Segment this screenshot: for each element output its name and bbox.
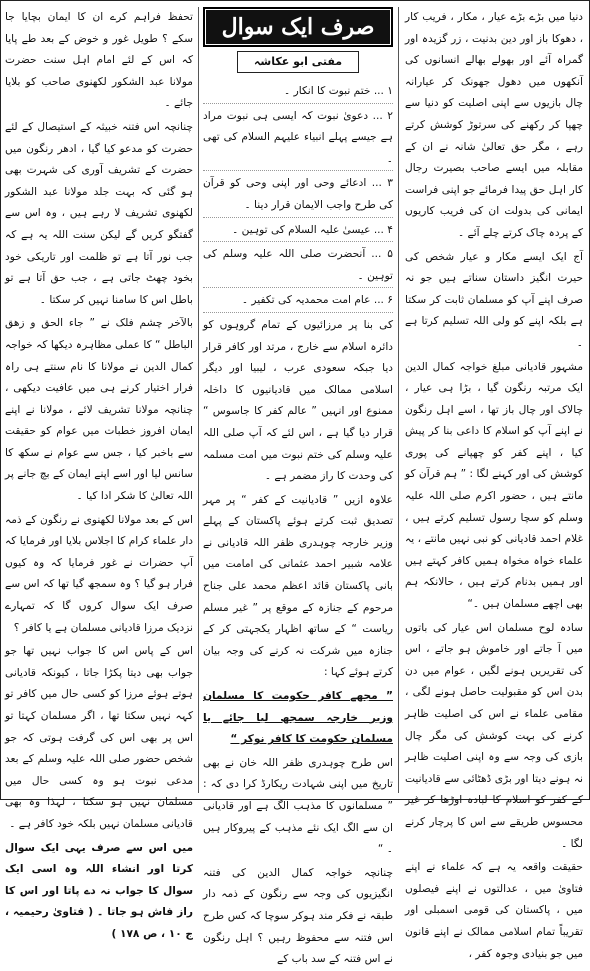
- paragraph: سادہ لوح مسلمان اس عیار کی باتوں میں آ جاتے اور خاموش ہو جاتے ، اس کی تقریریں ہونے لگیں ، عوام میں دن بدن اس کو مقبولیت حاصل ہونے لگی ، مقامی علماء نے اس کی اصلیت ظاہر کرنے کی بہت کوشش کی مگر چال بازی کی وجہ سے وہ اپنی اصلیت ظاہر نہ ہونے دیتا اور بڑی ڈھٹائی سے قادیانیت کے کفر کو اسلام کا لبادہ اوڑھا کر غیر محسوس طریقے سے اس کا پرچار کرنے لگا ۔: [405, 621, 583, 850]
- paragraph: اس طرح چوہدری ظفر اللہ خان نے بھی تاریخ میں اپنی شہادت ریکارڈ کرا دی کہ : ” مسلمانوں کا مذہب الگ ہے اور قادیانی ان سے الگ ایک نئے مذہب کے پیروکار ہیں ۔ “: [203, 756, 393, 856]
- column-middle: [203, 7, 393, 966]
- paragraph: چنانچہ خواجہ کمال الدین کی فتنہ انگیزیوں کی وجہ سے رنگون کے ذمہ دار طبقہ نے فکر مند ہوکر سوچا کہ کس طرح اس فتنہ سے محفوظ رہیں ؟ اہل رنگون نے اس فتنہ کے سد باب کے: [203, 866, 393, 966]
- list-item: ۴ ... عیسیٰ علیہ السلام کی توہین ۔: [203, 220, 393, 243]
- paragraph: حقیقت واقعہ یہ ہے کہ علماء نے اپنے فتاویٰ میں ، عدالتوں نے اپنے فیصلوں میں ، پاکستان کی قومی اسمبلی اور تقریباً تمام اسلامی ممالک نے اپنے قانون میں جو بنیادی وجوہ کفر ،: [405, 861, 583, 960]
- paragraph-reference: میں اس سے صرف یہی ایک سوال کرتا اور انشاء اللہ وہ اسی ایک سوال کا جواب نہ دے پاتا اور اس کا راز فاش ہو جاتا ۔ ( فتاویٰ رحیمیہ ، ج ۱۰ ، ص ۱۷۸ ): [5, 841, 193, 940]
- author-byline: مفتی ابو عکاشہ: [237, 51, 359, 73]
- list-item: ۶ ... عام امت محمدیہ کی تکفیر ۔: [203, 290, 393, 313]
- paragraph: اس کے بعد مولانا لکھنوی نے رنگون کے ذمہ دار علماء کرام کا اجلاس بلایا اور فرمایا کہ آپ حضرات نے غور فرمایا کہ وہ کیوں فرار ہو گیا ؟ وہ سمجھ گیا تھا کہ اس سے صرف ایک سوال کروں گا کہ تمہارے نزدیک مرزا قادیانی مسلمان ہے یا کافر ؟: [5, 513, 193, 634]
- column-divider: [198, 7, 199, 793]
- list-item: ۵ ... آنحضرت صلی اللہ علیہ وسلم کی توہین ۔: [203, 244, 393, 288]
- paragraph: علاوہ ازیں ” قادیانیت کے کفر “ پر مہر تصدیق ثبت کرتے ہوئے پاکستان کے پہلے وزیر خارجہ چوہدری ظفر اللہ قادیانی نے علامہ شبیر احمد عثمانی کی امامت میں بانی پاکستان قائد اعظم محمد علی جناح مرحوم کے جنازہ کے موقع پر ” غیر مسلم ریاست “ کے ساتھ اظہار یکجہتی کر کے جنازہ میں شرکت نہ کرنے کی وجہ بیان کرتے ہوئے کہا :: [203, 493, 393, 679]
- list-item: ۲ ... دعویٰ نبوت کہ ایسی ہی نبوت مراد ہے جیسے پہلے انبیاء علیہم السلام کی تھی ۔: [203, 106, 393, 172]
- paragraph: آج ایک ایسے مکار و عیار شخص کی حیرت انگیز داستان سناتے ہیں جو نہ صرف اپنے آپ کو مسلمان ثابت کر سکتا ہے بلکہ اپنے کو ولی اللہ تسلیم کرتا ہے ۔: [405, 250, 583, 349]
- paragraph: مشہور قادیانی مبلغ خواجہ کمال الدین ایک مرتبہ رنگون گیا ، بڑا ہی عیار ، چالاک اور چال باز تھا ، اسے اہل رنگون نے اپنے آپ کو اسلام کا داعی بنا کر پیش کیا ، اپنے کفر کو چھپانے کی پوری کوشش کی اور کہنے لگا : ” ہم قرآن کو مانتے ہیں ، حضور اکرم صلی اللہ علیہ وسلم کو سچا رسول تسلیم کرتے ہیں ، غلام احمد قادیانی کو نبی نہیں مانتے ، یہ علماء خواہ مخواہ ہمیں کافر کہتے ہیں اور ہمیں بدنام کرتے ہیں ، حالانکہ ہم بھی اچھے مسلمان ہیں ۔“: [405, 360, 583, 611]
- column-right: [405, 7, 583, 960]
- paragraph: اس کے پاس اس کا جواب نہیں تھا جو جواب بھی دیتا پکڑا جاتا ، کیونکہ قادیانی ہوتے ہوئے مرزا کو کسی حال میں کافر تو کہہ نہیں سکتا تھا ، اگر مسلمان کہتا تو اس پر بھی اس کی گرفت ہوتی کہ جو شخص حضور صلی اللہ علیہ وسلم کے بعد مدعی نبوت ہو وہ کسی حال میں مسلمان نہیں ہو سکتا ، لہذا وہ بھی قادیانی مسلمان نہیں بلکہ خود کافر ہے ۔: [5, 645, 193, 830]
- paragraph: بالآخر چشم فلک نے ” جاء الحق و زھق الباطل “ کا عملی مظاہرہ دیکھا کہ خواجہ کمال الدین نے مولانا کا نام سنتے ہی راہ فرار اختیار کرنے ہی میں عافیت دیکھی ، چنانچہ مولانا تشریف لائے ، مولانا نے اپنے ایمان افروز خطبات میں عوام کو حقیقت سے باخبر کیا ، جس سے عوام نے سکھ کا سانس لیا اور اسے اپنے ایمان کے بچ جانے پر اللہ تعالیٰ کا شکر ادا کیا ۔: [5, 317, 193, 503]
- article-title: صرف ایک سوال: [203, 7, 393, 47]
- paragraph: تحفظ فراہم کرے ان کا ایمان بچایا جا سکے ؟ طویل غور و خوض کے بعد طے پایا کہ اس کے لئے امام اہل سنت حضرت مولانا عبد الشکور لکھنوی صاحب کو بلایا جائے ۔: [5, 11, 193, 110]
- column-left: [5, 7, 193, 940]
- paragraph: کی بنا پر مرزائیوں کے تمام گروہوں کو دائرہ اسلام سے خارج ، مرتد اور کافر قرار دیا جبکہ سعودی عرب ، لیبیا اور دیگر اسلامی ممالک میں قادیانیوں کا داخلہ ممنوع اور انہیں ” عالم کفر کا جاسوس “ قرار دیا گیا ہے ، اس لئے کہ آپ صلی اللہ علیہ وسلم کی ختم نبوت میں امت مسلمہ کی وحدت کا راز مضمر ہے ۔: [203, 318, 393, 483]
- list-item: ۳ ... ادعائے وحی اور اپنی وحی کو قرآن کی طرح واجب الایمان قرار دینا ۔: [203, 173, 393, 217]
- paragraph: چنانچہ اس فتنہ خبیثہ کے استیصال کے لئے حضرت کو مدعو کیا گیا ، ادھر رنگون میں حضرت کے تشریف آوری کی شہرت بھی ہو گئی کہ بہت جلد مولانا عبد الشکور لکھنوی تشریف لا رہے ہیں ، وہ اس سے گفتگو کریں گے لیکن سنت اللہ یہ ہے کہ جب نور آتا ہے تو ظلمت اور تاریکی خود بخود چھٹ جاتی ہے ، جب حق آتا ہے تو باطل اس کا سامنا نہیں کر سکتا ۔: [5, 120, 193, 306]
- list-item: ۱ ... ختم نبوت کا انکار ۔: [203, 81, 393, 104]
- column-divider: [398, 7, 399, 793]
- quotation: ” مجھے کافر حکومت کا مسلمان وزیر خارجہ سمجھ لیا جائے یا مسلمان حکومت کا کافر نوکر “: [203, 690, 393, 746]
- paragraph: دنیا میں بڑے بڑے عیار ، مکار ، فریب کار ، دھوکا باز اور دین بدنیت ، زر گزیدہ اور گمراہ آئے اور بھولے بھالے انسانوں کی آنکھوں میں دھول جھونک کر عیارانہ چال بازیوں سے اپنی اصلیت کو دنیا سے چھپا کر رکھنے کی سرتوڑ کوشش کرتے رہے ، مگر حق تعالیٰ شانہ نے ان کے مقابلہ میں ایسے صاحب بصیرت رجال کار اہل حق پیدا فرمائے جو اپنی فراست ایمانی کی بدولت ان کی فریب کاریوں کے پردہ چاک کرتے چلے آئے ۔: [405, 11, 583, 239]
